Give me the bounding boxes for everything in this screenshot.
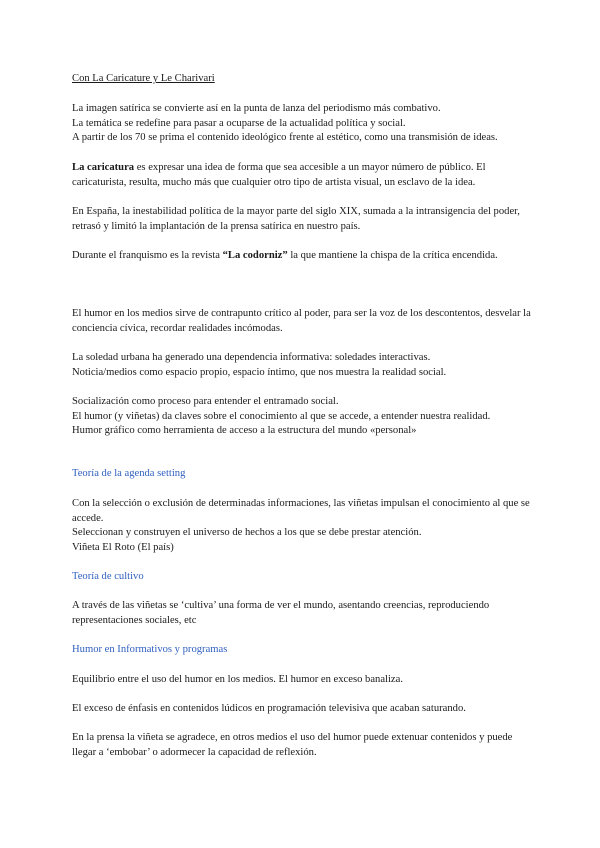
espana-paragraph [72, 205, 532, 234]
agenda-paragraph [72, 497, 532, 555]
agenda-heading-block [72, 467, 532, 482]
humor-medios-text: El humor en los medios sirve de contrapunto crítico al poder, para ser la voz de los descontentos, desvelar la conciencia cívica, recordar realidades incómodas. [72, 308, 531, 334]
agenda-line: Viñeta El Roto (El país) [72, 541, 174, 553]
humor-medios-paragraph [72, 307, 532, 336]
informativos-text: Equilibrio entre el uso del humor en los medios. El humor en exceso banaliza. [72, 674, 403, 685]
agenda-line: Con la selección o exclusión de determinadas informaciones, las viñetas impulsan el conocimiento al que se accede. [72, 498, 530, 524]
socializacion-line: Humor gráfico como herramienta de acceso a la estructura del mundo «personal» [72, 425, 417, 437]
espana-text: En España, la inestabilidad política de la mayor parte del siglo XIX, sumada a la intransigencia del poder, retrasó y limitó la implantación de la prensa satírica en nuestro país. [72, 206, 520, 232]
informativos-paragraph-1 [72, 673, 532, 688]
intro-line: La temática se redefine para pasar a ocuparse de la actualidad política y social. [72, 117, 406, 129]
cultivo-text: A través de las viñetas se ‘cultiva’ una forma de ver el mundo, asentando creencias, reproduciendo representaciones sociales, etc [72, 600, 490, 626]
document-title-block [72, 72, 532, 87]
intro-paragraph [72, 102, 532, 146]
caricatura-term: La caricatura [72, 162, 135, 173]
informativos-paragraph-2 [72, 702, 532, 717]
cultivo-paragraph [72, 599, 532, 628]
document-title: Con La Caricature y Le Charivari [72, 73, 215, 84]
intro-line: La imagen satírica se convierte así en la punta de lanza del periodismo más combativo. [72, 103, 441, 114]
cultivo-heading-block [72, 570, 532, 585]
franquismo-paragraph [72, 249, 532, 264]
soledad-line: La soledad urbana ha generado una dependencia informativa: soledades interactivas. [72, 352, 431, 363]
cultivo-heading: Teoría de cultivo [72, 571, 144, 582]
informativos-heading-block [72, 643, 532, 658]
soledad-line: Noticia/medios como espacio propio, espacio íntimo, que nos muestra la realidad social. [72, 366, 447, 378]
informativos-text: En la prensa la viñeta se agradece, en otros medios el uso del humor puede extenuar contenidos y puede llegar a ‘embobar’ o adormecer la capacidad de reflexión. [72, 732, 513, 758]
informativos-heading: Humor en Informativos y programas [72, 644, 228, 655]
socializacion-paragraph [72, 395, 532, 439]
informativos-text: El exceso de énfasis en contenidos lúdicos en programación televisiva que acaban saturando. [72, 703, 466, 714]
caricatura-text: es expresar una idea de forma que sea accesible a un mayor número de público. El caricaturista, resulta, mucho más que cualquier otro tipo de artista visual, un esclavo de la idea. [72, 162, 486, 188]
caricatura-paragraph [72, 161, 532, 190]
informativos-paragraph-3 [72, 731, 532, 760]
franquismo-magazine: “La codorniz” [222, 250, 288, 261]
franquismo-before: Durante el franquismo es la revista [72, 250, 223, 261]
agenda-heading: Teoría de la agenda setting [72, 468, 186, 479]
socializacion-line: Socialización como proceso para entender el entramado social. [72, 396, 339, 407]
socializacion-line: El humor (y viñetas) da claves sobre el conocimiento al que se accede, a entender nuestra realidad. [72, 410, 491, 422]
franquismo-after: la que mantiene la chispa de la crítica encendida. [287, 250, 498, 261]
intro-line: A partir de los 70 se prima el contenido ideológico frente al estético, como una transmisión de ideas. [72, 132, 498, 144]
soledad-paragraph [72, 351, 532, 380]
agenda-line: Seleccionan y construyen el universo de hechos a los que se debe prestar atención. [72, 527, 422, 539]
